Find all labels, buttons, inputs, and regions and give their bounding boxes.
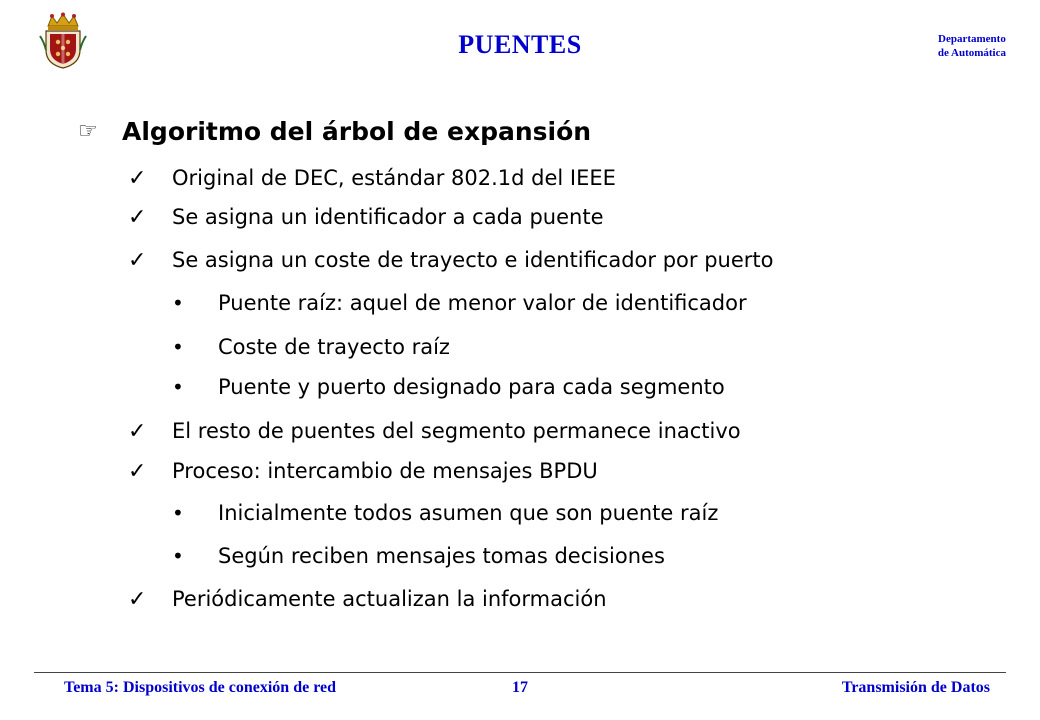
list-item-text: Periódicamente actualizan la información	[172, 587, 607, 611]
list-item	[128, 456, 598, 486]
list-subitem-text: Inicialmente todos asumen que son puente raíz	[218, 501, 719, 525]
list-subitem	[170, 372, 725, 402]
department-line-2: de Automática	[937, 47, 1006, 59]
page-number: 17	[512, 679, 528, 696]
section-heading-text: Algoritmo del árbol de expansión	[122, 116, 592, 146]
bullet-icon: •	[172, 501, 184, 525]
check-icon: ✓	[128, 204, 147, 230]
footer-divider	[34, 672, 1006, 673]
list-item-text: Original de DEC, estándar 802.1d del IEEE	[172, 166, 616, 190]
list-item	[128, 245, 773, 275]
list-subitem-text: Puente raíz: aquel de menor valor de identificador	[218, 291, 747, 315]
list-subitem-text: Según reciben mensajes tomas decisiones	[218, 544, 665, 568]
check-icon: ✓	[128, 458, 147, 484]
bullet-icon: •	[172, 335, 184, 359]
list-subitem	[170, 288, 747, 318]
department-line-1: Departamento	[938, 33, 1006, 45]
bullet-icon: •	[172, 291, 184, 315]
list-subitem	[170, 541, 665, 571]
page-title: PUENTES	[458, 30, 582, 59]
list-item-text: El resto de puentes del segmento permanece inactivo	[172, 419, 741, 443]
list-item	[128, 202, 604, 232]
list-subitem	[170, 498, 718, 528]
list-item	[128, 416, 741, 446]
check-icon: ✓	[128, 418, 147, 444]
bullet-icon: •	[172, 544, 184, 568]
list-item-text: Se asigna un coste de trayecto e identificador por puerto	[172, 248, 774, 272]
check-icon: ✓	[128, 165, 147, 191]
pointing-hand-icon: ☞	[78, 118, 98, 144]
footer-course: Transmisión de Datos	[841, 679, 990, 696]
bullet-icon: •	[172, 375, 184, 399]
section-heading	[78, 112, 591, 150]
check-icon: ✓	[128, 586, 147, 612]
list-subitem	[170, 332, 450, 362]
list-item-text: Se asigna un identificador a cada puente	[172, 205, 604, 229]
list-item	[128, 163, 616, 193]
list-subitem-text: Coste de trayecto raíz	[218, 335, 450, 359]
check-icon: ✓	[128, 247, 147, 273]
department-label	[938, 32, 1006, 60]
list-subitem-text: Puente y puerto designado para cada segmento	[218, 375, 725, 399]
footer-topic: Tema 5: Dispositivos de conexión de red	[64, 679, 337, 696]
list-item-text: Proceso: intercambio de mensajes BPDU	[172, 459, 598, 483]
list-item	[128, 584, 607, 614]
